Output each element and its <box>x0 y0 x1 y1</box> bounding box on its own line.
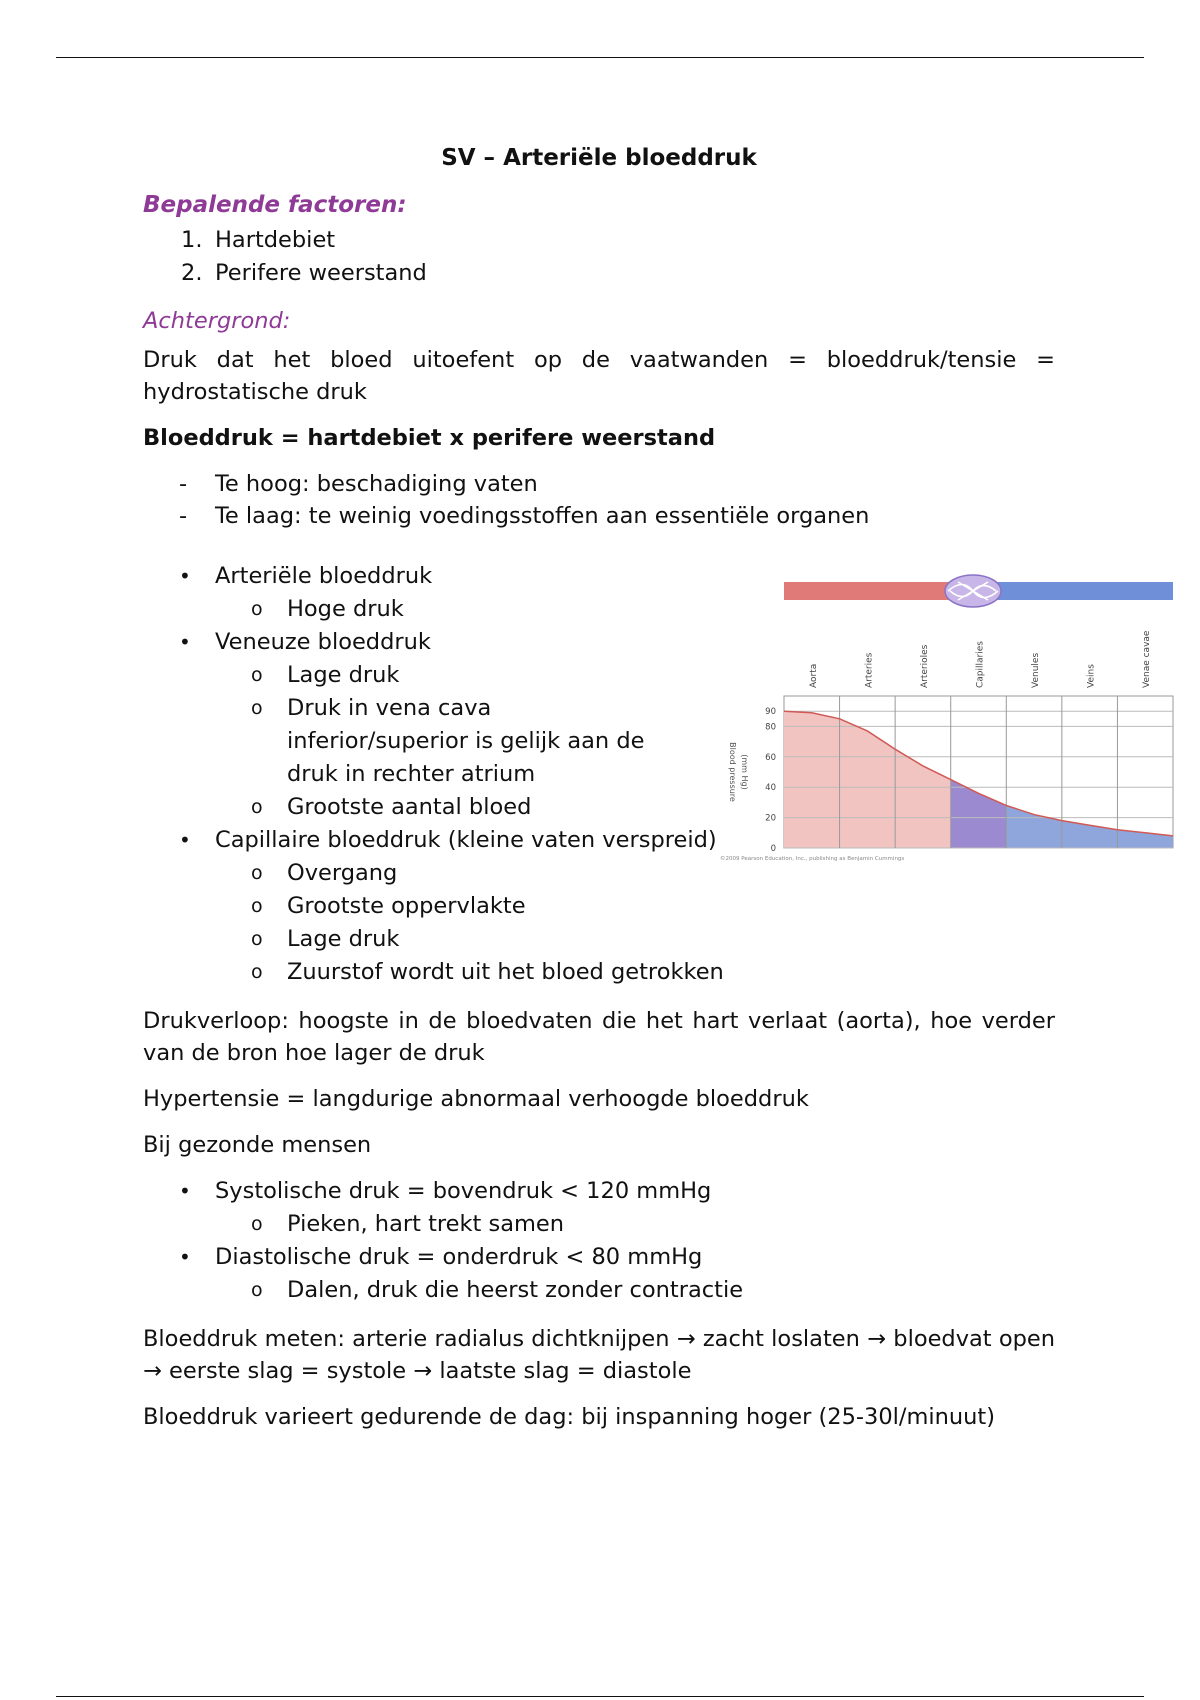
item-text: Te laag: te weinig voedingsstoffen aan essentiële organen <box>215 503 870 529</box>
bepalende-heading: Bepalende factoren: <box>143 192 407 218</box>
sub-list-item <box>143 956 1055 989</box>
meten-paragraph <box>143 1323 1055 1387</box>
sub-marker: o <box>251 697 263 719</box>
sub-list-item <box>143 692 667 791</box>
sub-list-item <box>143 923 1055 956</box>
item-text: Systolische druk = bovendruk < 120 mmHg <box>215 1178 712 1204</box>
item-number: 1. <box>181 227 203 253</box>
list-item <box>143 1241 1055 1274</box>
item-text: Perifere weerstand <box>215 260 427 286</box>
sub-marker: o <box>251 664 263 686</box>
item-text: Diastolische druk = onderdruk < 80 mmHg <box>215 1244 703 1270</box>
list-item <box>143 224 1055 257</box>
image-credit: ©2009 Pearson Education, Inc., publishing as Benjamin Cummings <box>720 856 905 862</box>
gezond-intro: Bij gezonde mensen <box>143 1132 372 1158</box>
meten-step: zacht loslaten <box>702 1326 860 1352</box>
y-tick-label: 20 <box>765 813 776 824</box>
item-text: Druk in vena cava inferior/superior is gelijk aan de druk in rechter atrium <box>287 695 645 787</box>
item-text: Grootste aantal bloed <box>287 794 532 820</box>
meten-step: laatste slag = diastole <box>439 1358 692 1384</box>
item-number: 2. <box>181 260 203 286</box>
bullet-marker: • <box>179 1179 191 1203</box>
achtergrond-heading: Achtergrond: <box>143 308 291 334</box>
x-tick-label: Veins <box>1086 664 1097 688</box>
sub-list-item <box>143 1274 1055 1307</box>
bottom-rule <box>56 1696 1144 1697</box>
hypertensie-paragraph: Hypertensie = langdurige abnormaal verhoogde bloeddruk <box>143 1086 809 1112</box>
vein-vessel-shape <box>988 582 1173 600</box>
arrow-icon: → <box>676 1326 696 1352</box>
sub-list-item <box>143 890 1055 923</box>
meten-step: eerste slag = systole <box>169 1358 407 1384</box>
dash-marker: - <box>179 471 188 497</box>
item-text: Veneuze bloeddruk <box>215 629 431 655</box>
top-rule <box>56 57 1144 58</box>
x-tick-label: Capillaries <box>975 641 986 688</box>
x-tick-label: Venae cavae <box>1142 630 1153 688</box>
arrow-icon: → <box>413 1358 433 1384</box>
sub-marker: o <box>251 598 263 620</box>
item-text: Lage druk <box>287 662 400 688</box>
meten-step: Bloeddruk meten: arterie radialus dichtknijpen <box>143 1326 670 1352</box>
drukverloop-paragraph: Drukverloop: hoogste in de bloedvaten die het hart verlaat (aorta), hoe verder van de bron hoe lager de druk <box>143 1008 1055 1066</box>
item-text: Hoge druk <box>287 596 404 622</box>
item-text: Lage druk <box>287 926 400 952</box>
x-tick-label: Arterioles <box>919 644 930 688</box>
arrow-icon: → <box>867 1326 887 1352</box>
bullet-marker: • <box>179 1245 191 1269</box>
y-tick-label: 0 <box>770 844 776 854</box>
item-text: Te hoog: beschadiging vaten <box>215 471 538 497</box>
x-tick-label: Aorta <box>808 663 819 688</box>
sub-marker: o <box>251 1213 263 1235</box>
sub-marker: o <box>251 862 263 884</box>
sub-marker: o <box>251 961 263 983</box>
item-text: Zuurstof wordt uit het bloed getrokken <box>287 959 724 985</box>
x-tick-label: Venules <box>1031 652 1042 688</box>
y-tick-label: 60 <box>765 752 776 763</box>
factor-list <box>143 224 1055 290</box>
item-text: Pieken, hart trekt samen <box>287 1211 565 1237</box>
y-axis-unit: (mm Hg) <box>740 754 749 790</box>
list-item <box>143 1175 1055 1208</box>
sub-marker: o <box>251 928 263 950</box>
item-text: Hartdebiet <box>215 227 336 253</box>
list-item <box>143 468 1055 500</box>
sub-marker: o <box>251 796 263 818</box>
y-tick-label: 90 <box>765 707 776 718</box>
item-text: Capillaire bloeddruk (kleine vaten verspreid) <box>215 827 717 853</box>
bullet-marker: • <box>179 564 191 588</box>
sub-marker: o <box>251 1279 263 1301</box>
item-text: Arteriële bloeddruk <box>215 563 433 589</box>
item-text: Dalen, druk die heerst zonder contractie <box>287 1277 744 1303</box>
dash-marker: - <box>179 503 188 529</box>
x-tick-label: Arteries <box>864 652 875 688</box>
list-item <box>143 500 1055 532</box>
definition-paragraph: Druk dat het bloed uitoefent op de vaatwanden = bloeddruk/tensie = hydrostatische druk <box>143 347 1055 405</box>
page-title: SV – Arteriële bloeddruk <box>441 145 757 171</box>
y-tick-label: 80 <box>765 722 776 733</box>
sub-marker: o <box>251 895 263 917</box>
y-tick-label: 40 <box>765 783 776 794</box>
y-axis-label: Blood pressure <box>728 742 737 802</box>
healthy-values-list <box>143 1175 1055 1307</box>
item-text: Overgang <box>287 860 398 886</box>
sub-list-item <box>143 1208 1055 1241</box>
dash-list <box>143 468 1055 532</box>
item-text: Grootste oppervlakte <box>287 893 526 919</box>
blood-pressure-chart <box>718 572 1178 862</box>
list-item <box>143 257 1055 290</box>
formula: Bloeddruk = hartdebiet x perifere weerstand <box>143 425 716 451</box>
bullet-marker: • <box>179 828 191 852</box>
meten-step: bloedvat open <box>893 1326 1056 1352</box>
bullet-marker: • <box>179 630 191 654</box>
arrow-icon: → <box>143 1358 162 1384</box>
artery-vessel-shape <box>784 582 959 600</box>
varieert-paragraph: Bloeddruk varieert gedurende de dag: bij inspanning hoger (25-30l/minuut) <box>143 1404 996 1430</box>
